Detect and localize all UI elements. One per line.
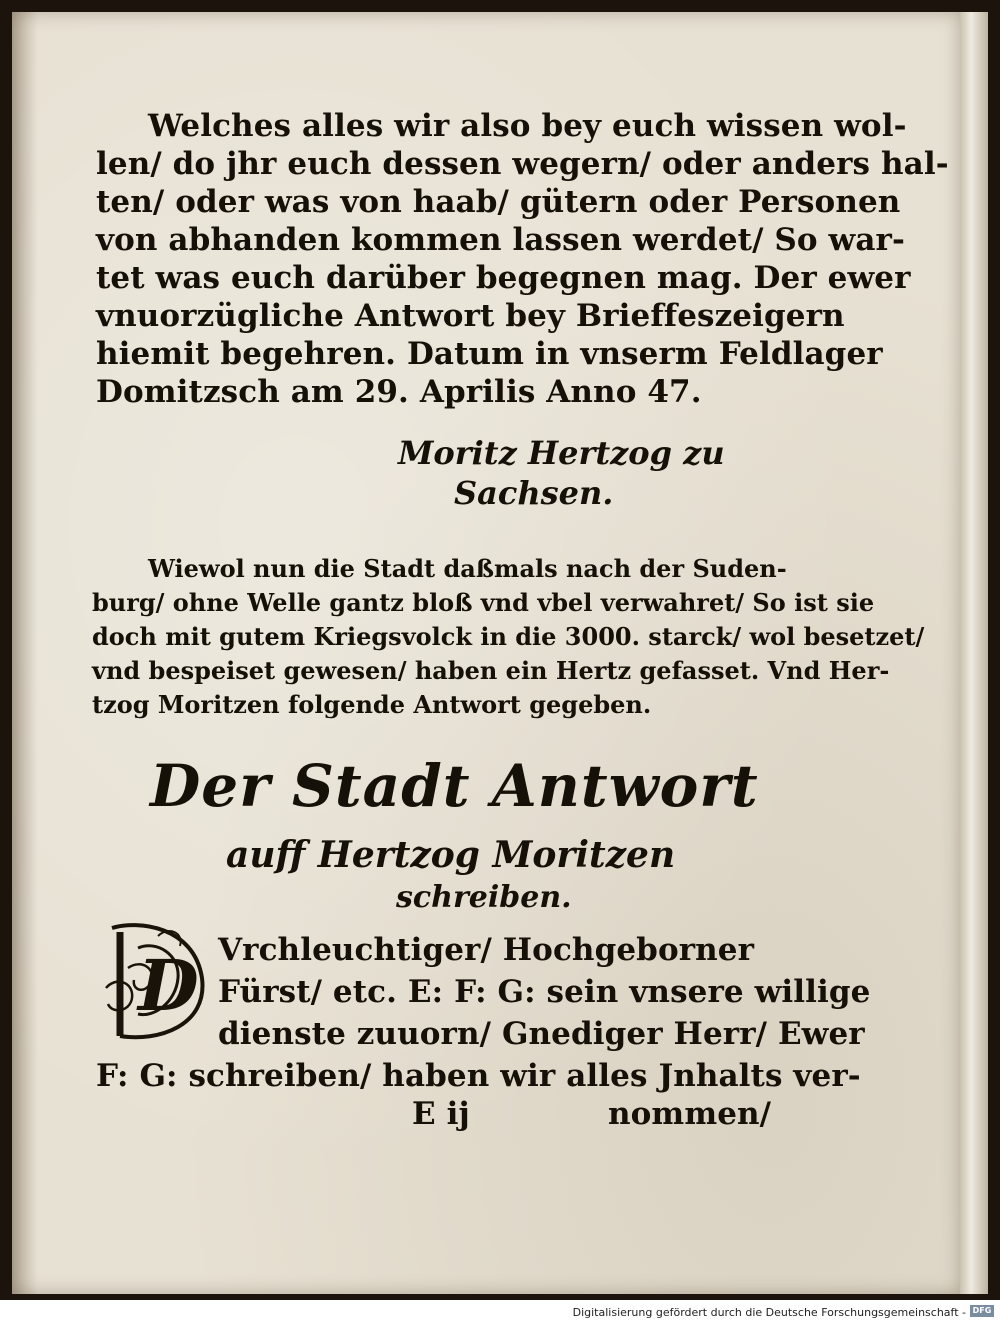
paragraph1-line-4: von abhanden kommen lassen werdet/ So war- [96,222,905,258]
dropcap-letter: D [138,944,199,1027]
dropcap-ornament [98,918,210,1046]
paragraph1-line-6: vnuorzügliche Antwort bey Brieffeszeigern [96,298,845,334]
paragraph3-line-3: dienste zuuorn/ Gnediger Herr/ Ewer [218,1016,865,1052]
heading-title: Der Stadt Antwort [150,752,759,820]
dfg-logo: DFG [970,1305,994,1317]
paragraph2-line-5: tzog Moritzen folgende Antwort gegeben. [92,690,652,719]
paragraph2-line-4: vnd bespeiset gewesen/ haben ein Hertz gefasset. Vnd Her- [92,656,890,685]
paragraph1-line-7: hiemit begehren. Datum in vnserm Feldlager [96,336,883,372]
heading-tail: schreiben. [396,880,572,915]
paragraph2-line-2: burg/ ohne Welle gantz bloß vnd vbel verwahret/ So ist sie [92,588,875,617]
signature-line-1: Moritz Hertzog zu [398,434,725,472]
page-edge [960,12,988,1294]
paragraph1-line-5: tet was euch darüber begegnen mag. Der ewer [96,260,911,296]
paragraph1-line-3: ten/ oder was von haab/ gütern oder Personen [96,184,901,220]
paragraph3-line-2: Fürst/ etc. E: F: G: sein vnsere willige [218,974,871,1010]
footer-bar [0,1300,1000,1323]
paragraph2-line-3: doch mit gutem Kriegsvolck in die 3000. starck/ wol besetzet/ [92,622,925,651]
paragraph3-line-1: Vrchleuchtiger/ Hochgeborner [218,932,755,968]
paragraph1-line-8: Domitzsch am 29. Aprilis Anno 47. [96,374,702,410]
paragraph1-line-2: len/ do jhr euch dessen wegern/ oder anders hal- [96,146,949,182]
paragraph3-line-4: F: G: schreiben/ haben wir alles Jnhalts ver- [96,1058,861,1094]
signature-mark: E ij [412,1096,470,1132]
book-page [12,12,960,1294]
signature-line-2: Sachsen. [454,474,614,512]
catchword: nommen/ [608,1096,772,1132]
footer-credit: Digitalisierung gefördert durch die Deutsche Forschungsgemeinschaft - [572,1306,966,1319]
page-gutter-shadow [12,12,38,1294]
heading-subtitle: auff Hertzog Moritzen [226,834,676,876]
paragraph1-line-1: Welches alles wir also bey euch wissen wol- [148,108,907,144]
paragraph2-line-1: Wiewol nun die Stadt daßmals nach der Suden- [148,554,787,583]
